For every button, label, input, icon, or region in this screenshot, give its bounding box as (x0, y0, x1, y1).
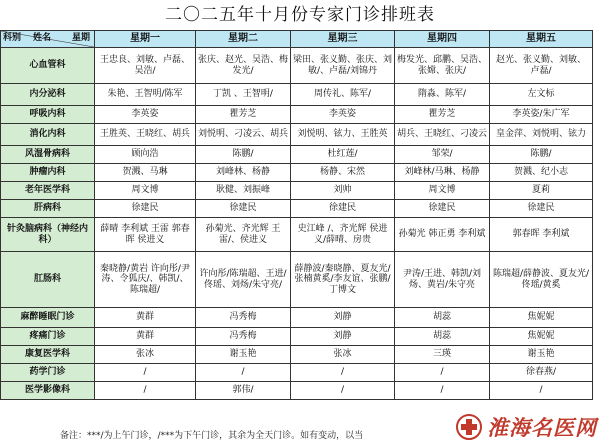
schedule-cell: 周传礼、陈军/ (291, 84, 395, 106)
table-row (1, 84, 593, 106)
table-row (1, 164, 593, 182)
schedule-cell: 徐建民 (95, 200, 196, 218)
dept-cell: 康复医学科 (1, 346, 95, 364)
table-row (1, 328, 593, 346)
corner-name-label: 姓名 (33, 33, 52, 43)
schedule-cell: 皇金萍、刘悦明、铉力 (490, 124, 593, 146)
dept-cell: 消化内科 (1, 124, 95, 146)
schedule-cell: 李英姿/朱广军 (490, 106, 593, 124)
day-header: 星期二 (196, 31, 291, 48)
schedule-cell: 薛晴 李利斌 王雷 郭春晖 侯进义 (95, 218, 196, 252)
schedule-cell: 孙菊光、齐光辉 王雷/、侯进义 (196, 218, 291, 252)
schedule-cell: 陈鹏/ (196, 146, 291, 164)
schedule-cell: 许向彤/陈瑞超、王进/佟瑶、刘炀/朱守亮/ (196, 252, 291, 308)
schedule-cell: 郭春晖 李利斌 (490, 218, 593, 252)
table-row (1, 48, 593, 84)
schedule-cell: 黄群 (95, 308, 196, 328)
schedule-cell: / (95, 364, 196, 382)
schedule-cell: 薛静波/秦晓静、夏友光/张楠黄奚/李友谊、张鹏/丁博文 (291, 252, 395, 308)
schedule-cell: 王忠良、刘敏、卢磊、吴浩/ (95, 48, 196, 84)
day-header: 星期五 (490, 31, 593, 48)
dept-cell: 肿瘤内科 (1, 164, 95, 182)
table-row (1, 106, 593, 124)
schedule-cell: 胡蕊 (395, 308, 490, 328)
schedule-cell: 周文博 (95, 182, 196, 200)
schedule-cell: 瞿芳芝 (395, 106, 490, 124)
schedule-cell: 郭伟/ (196, 382, 291, 400)
schedule-cell: 瞿芳芝 (196, 106, 291, 124)
schedule-cell: 刘峰林、杨静 (196, 164, 291, 182)
dept-cell: 老年医学科 (1, 182, 95, 200)
schedule-cell: 杨静、宋然 (291, 164, 395, 182)
schedule-cell: 徐建民 (196, 200, 291, 218)
table-row (1, 364, 593, 382)
schedule-cell: 张冰 (291, 346, 395, 364)
schedule-cell: 贺溅、马琳 (95, 164, 196, 182)
table-row (1, 382, 593, 400)
schedule-cell: 邹荣/ (395, 146, 490, 164)
dept-cell: 呼吸内科 (1, 106, 95, 124)
schedule-cell: 左文标 (490, 84, 593, 106)
schedule-cell: / (291, 382, 395, 400)
schedule-cell: 杜红莲/ (291, 146, 395, 164)
day-header: 星期四 (395, 31, 490, 48)
dept-cell: 肛肠科 (1, 252, 95, 308)
schedule-cell: 尹涛/王进、韩凯/刘炀、黄岩/朱守亮 (395, 252, 490, 308)
schedule-cell: 刘悦明、刁凌云、胡兵 (196, 124, 291, 146)
schedule-cell: 徐建民 (395, 200, 490, 218)
schedule-cell: 秦晓静/黄岩 许向彤/尹涛、令狐庆/、韩凯/、陈瑞超/ (95, 252, 196, 308)
dept-cell: 疼痛门诊 (1, 328, 95, 346)
header-row (1, 31, 593, 48)
table-row (1, 200, 593, 218)
schedule-cell: / (490, 382, 593, 400)
dept-cell: 麻醉睡眠门诊 (1, 308, 95, 328)
table-row (1, 308, 593, 328)
schedule-cell: 刘静 (291, 328, 395, 346)
schedule-cell: 徐建民 (291, 200, 395, 218)
corner-day-label: 星期 (71, 33, 90, 43)
footnote: 备注：***/为上午门诊，/***为下午门诊，其余为全天门诊。如有变动，以当 (60, 431, 364, 441)
schedule-cell: 冯秀梅 (196, 328, 291, 346)
dept-cell: 内分泌科 (1, 84, 95, 106)
schedule-cell: 丁凯 、王智明/ (196, 84, 291, 106)
schedule-cell: 刘峰林/马琳、杨静 (395, 164, 490, 182)
schedule-cell: / (196, 364, 291, 382)
schedule-cell: 隋淼、陈军/ (395, 84, 490, 106)
table-row (1, 182, 593, 200)
schedule-cell: 孙菊光 韩正勇 李利斌 (395, 218, 490, 252)
schedule-cell: 陈瑞超/薛静波、夏友光/佟瑶/黄奚 (490, 252, 593, 308)
watermark-text: 淮海名医网 (487, 415, 597, 440)
schedule-cell: 陈鹏/ (490, 146, 593, 164)
schedule-cell: 贺溅、纪小志 (490, 164, 593, 182)
schedule-cell: 三瑛 (395, 346, 490, 364)
schedule-cell: 朱艳、王智明/陈军 (95, 84, 196, 106)
schedule-cell: 徐建民 (490, 200, 593, 218)
schedule-cell: 黄群 (95, 328, 196, 346)
schedule-cell: 张冰 (95, 346, 196, 364)
dept-cell: 药学门诊 (1, 364, 95, 382)
schedule-cell: 李英姿 (291, 106, 395, 124)
dept-cell: 肝病科 (1, 200, 95, 218)
table-row (1, 346, 593, 364)
schedule-cell: 刘帅 (291, 182, 395, 200)
schedule-cell: 周文博 (395, 182, 490, 200)
day-header: 星期一 (95, 31, 196, 48)
schedule-cell: 谢玉艳 (490, 346, 593, 364)
schedule-table (0, 30, 593, 400)
site-watermark (455, 410, 597, 444)
table-row (1, 146, 593, 164)
schedule-cell: / (395, 382, 490, 400)
dept-cell: 风湿骨病科 (1, 146, 95, 164)
table-row (1, 252, 593, 308)
schedule-cell: / (95, 382, 196, 400)
schedule-cell: 徐春燕/ (490, 364, 593, 382)
schedule-cell: 刘悦明、铉力、王胜英 (291, 124, 395, 146)
schedule-cell: 顾向浩 (95, 146, 196, 164)
corner-dept-label: 科别 (3, 33, 22, 43)
dept-cell: 医学影像科 (1, 382, 95, 400)
medical-cross-logo-icon (455, 413, 483, 441)
schedule-cell: 焦妮妮 (490, 328, 593, 346)
schedule-cell: 赵光、张义勤、刘敏、卢磊/ (490, 48, 593, 84)
schedule-cell: 梁田、张义勤、张庆、刘敏/、卢磊/刘锦丹 (291, 48, 395, 84)
schedule-cell: 焦妮妮 (490, 308, 593, 328)
day-header: 星期三 (291, 31, 395, 48)
schedule-cell: 谢玉艳 (196, 346, 291, 364)
schedule-cell: 史江峰 /、齐光辉 侯进义/薛晴、房贵 (291, 218, 395, 252)
schedule-cell: 夏莉 (490, 182, 593, 200)
schedule-cell: 耿健、刘振峰 (196, 182, 291, 200)
dept-cell: 心血管科 (1, 48, 95, 84)
schedule-cell: 李英姿 (95, 106, 196, 124)
schedule-cell: 胡蕊 (395, 328, 490, 346)
schedule-cell: / (291, 364, 395, 382)
table-row (1, 218, 593, 252)
corner-header (1, 31, 95, 48)
schedule-cell: 刘静 (291, 308, 395, 328)
schedule-cell: 张庆、赵光、吴浩、梅发光/ (196, 48, 291, 84)
schedule-cell: / (395, 364, 490, 382)
table-row (1, 124, 593, 146)
schedule-cell: 王胜英、王晓红、胡兵 (95, 124, 196, 146)
page-title: 二〇二五年十月份专家门诊排班表 (165, 5, 435, 25)
dept-cell: 针灸脑病科（神经内科） (1, 218, 95, 252)
schedule-cell: 胡兵、王晓红、刁凌云 (395, 124, 490, 146)
schedule-cell: 梅发光、邱鹏、吴浩、张嫦、张庆/ (395, 48, 490, 84)
schedule-cell: 冯秀梅 (196, 308, 291, 328)
